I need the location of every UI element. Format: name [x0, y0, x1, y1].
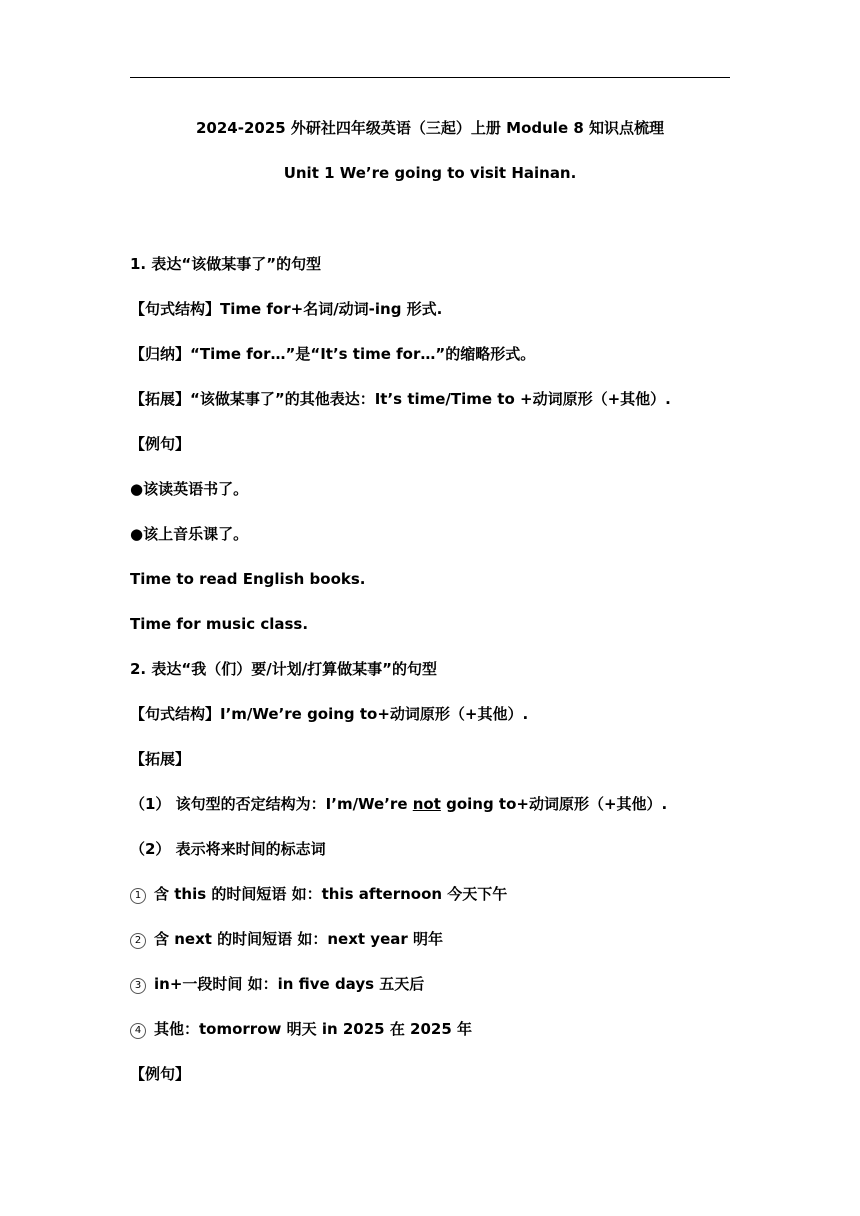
section-2-heading: 2. 表达“我（们）要/计划/打算做某事”的句型 [130, 660, 438, 678]
circled-number-1: 1 [130, 888, 146, 904]
example-en-2: Time for music class. [130, 615, 309, 633]
section-1-summary: 【归纳】“Time for…”是“It’s time for…”的缩略形式。 [130, 345, 536, 363]
time-marker-item [130, 1019, 472, 1039]
point-1-underlined-word: not [412, 795, 441, 813]
example-cn-1: ●该读英语书了。 [130, 480, 249, 498]
time-marker-text: 其他：tomorrow 明天 in 2025 在 2025 年 [154, 1020, 473, 1038]
section-1-structure: 【句式结构】Time for+名词/动词-ing 形式. [130, 300, 443, 318]
section-1-examples-label: 【例句】 [130, 435, 191, 453]
time-marker-text: 含 this 的时间短语 如：this afternoon 今天下午 [154, 885, 508, 903]
unit-subtitle: Unit 1 We’re going to visit Hainan. [283, 164, 577, 182]
circled-number-4: 4 [130, 1023, 146, 1039]
section-1-heading: 1. 表达“该做某事了”的句型 [130, 255, 322, 273]
section-2-point-2: （2） 表示将来时间的标志词 [130, 840, 326, 858]
time-marker-text: 含 next 的时间短语 如：next year 明年 [154, 930, 443, 948]
time-marker-text: in+一段时间 如：in five days 五天后 [154, 975, 425, 993]
point-1-suffix: going to+动词原形（+其他）. [440, 795, 668, 813]
section-2-extension-label: 【拓展】 [130, 750, 191, 768]
time-marker-item [130, 974, 424, 994]
section-1-extension: 【拓展】“该做某事了”的其他表达：It’s time/Time to +动词原形（+其他）. [130, 390, 671, 408]
circled-number-3: 3 [130, 978, 146, 994]
section-2-point-1 [130, 794, 667, 814]
header-rule [130, 77, 730, 78]
time-marker-item [130, 884, 507, 904]
point-1-prefix: （1） 该句型的否定结构为：I’m/We’re [130, 795, 413, 813]
document-title: 2024-2025 外研社四年级英语（三起）上册 Module 8 知识点梳理 [195, 119, 664, 137]
example-en-1: Time to read English books. [130, 570, 366, 588]
example-cn-2: ●该上音乐课了。 [130, 525, 249, 543]
circled-number-2: 2 [130, 933, 146, 949]
section-2-examples-label: 【例句】 [130, 1065, 191, 1083]
time-marker-item [130, 929, 443, 949]
section-2-structure: 【句式结构】I’m/We’re going to+动词原形（+其他）. [130, 705, 529, 723]
